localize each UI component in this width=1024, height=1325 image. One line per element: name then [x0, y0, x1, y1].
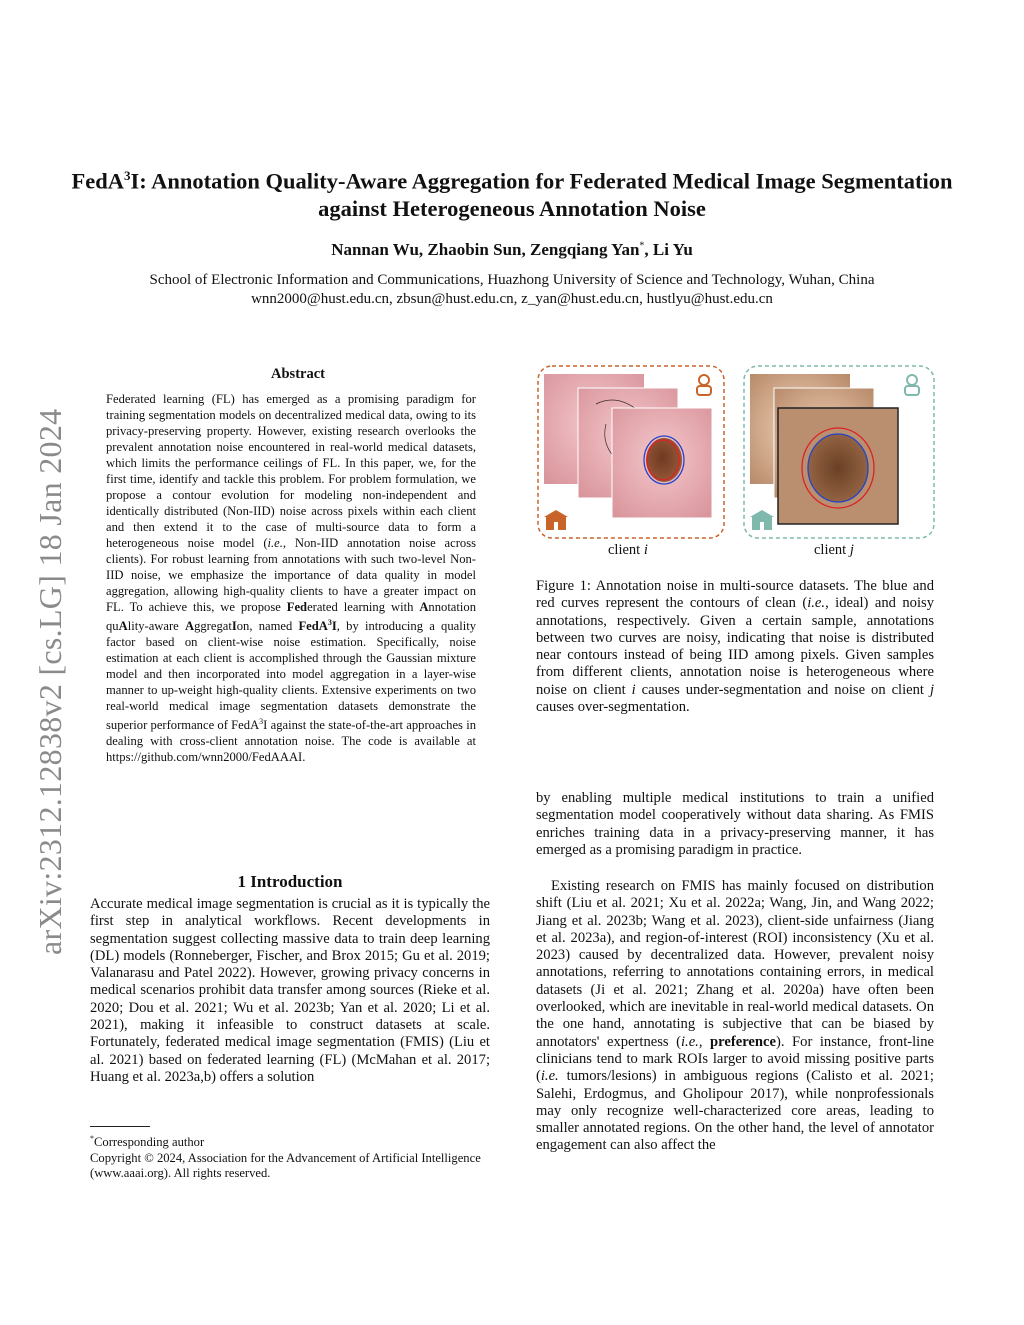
hospital-icon: [544, 510, 568, 530]
client-i-label: client i: [608, 542, 648, 558]
annotator-icon: [905, 375, 919, 395]
figure-1-illustration: [536, 364, 936, 564]
figure-1: [536, 364, 936, 564]
client-i-lesion: [646, 438, 682, 482]
right-column-paragraph-2: Existing research on FMIS has mainly focused on distribution shift (Liu et al. 2021; Xu et al. 2022a; Wang, Jin, and Wang 2022; Jiang et al. 2023b; Wang et al. 2023), client-side unfairness (Jiang et al. 2023a), and region-of-interest (ROI) inconsistency (Xu et al. 2023) caused by decentralized data. However, prevalent noisy annotations, referring to annotations containing errors, in medical datasets (Ji et al. 2021; Zhang et al. 2020a) have often been overlooked, which are inevitable in real-world medical datasets. On the one hand, annotating is subjective that can be biased by annotators' expertness (i.e., preference). For instance, front-line clinicians tend to mark ROIs larger to avoid missing positive parts (i.e. tumors/lesions) in ambiguous regions (Calisto et al. 2021; Salehi, Erdogmus, and Gholipour 2017), while nonprofessionals may only recognize well-characterized core areas, leading to smaller annotated regions. On the other hand, the level of annotator engagement can also affect the: [536, 878, 934, 1154]
affiliation-line: School of Electronic Information and Communications, Huazhong University of Science and Technology, Wuhan, China: [149, 272, 875, 288]
arxiv-id: arXiv:2312.12838v2 [cs.LG] 18 Jan 2024: [32, 408, 68, 955]
corresponding-author-note: *Corresponding author: [90, 1134, 205, 1150]
abstract-body: Federated learning (FL) has emerged as a promising paradigm for training segmentation models on decentralized medical data, owing to its privacy-preserving property. However, existing research overlooks the prevalent annotation noise encountered in real-world medical datasets, which limits the performance ceilings of FL. In this paper, we, for the first time, identify and tackle this problem. For problem formulation, we propose a contour evolution for modeling non-independent and identically distributed (Non-IID) noise across pixels within each client and then extend it to the case of multi-source data to form a heterogeneous noise model (i.e., Non-IID annotation noise across clients). For robust learning from annotations with such two-level Non-IID noise, we emphasize the importance of data quality in model aggregation, allowing high-quality clients to have a greater impact on FL. To achieve this, we propose Federated learning with Annotation quAlity-aware AggregatIon, named FedA$^3$I, by introducing a quality factor based on client-wise noise estimation. Specifically, noise estimation at each client is accomplished through the Gaussian mixture model and then incorporated into model aggregation in a layer-wise manner to up-weight high-quality clients. Extensive experiments on two real-world medical image segmentation datasets demonstrate the superior performance of FedA$^3$I against the state-of-the-art approaches in dealing with cross-client annotation noise. The code is available at https://github.com/wnn2000/FedAAAI.: [106, 392, 476, 765]
author-list: Nannan Wu, Zhaobin Sun, Zengqiang Yan*, Li Yu: [331, 240, 693, 259]
affiliation: [40, 271, 984, 309]
right-column-paragraph-1: by enabling multiple medical institutions to train a unified segmentation model cooperatively without data sharing. As FMIS enriches training data in a privacy-preserving manner, it has emerged as a promising paradigm in practice.: [536, 790, 934, 858]
copyright-note: Copyright © 2024, Association for the Advancement of Artificial Intelligence (www.aaai.org). All rights reserved.: [90, 1150, 481, 1181]
footnote-divider: [90, 1126, 150, 1127]
email-list: wnn2000@hust.edu.cn, zbsun@hust.edu.cn, z_yan@hust.edu.cn, hustlyu@hust.edu.cn: [251, 291, 773, 307]
figure-1-caption: Figure 1: Annotation noise in multi-source datasets. The blue and red curves represent the contours of clean (i.e., ideal) and noisy annotations, respectively. Given a certain sample, annotations between two curves are noisy, indicating that noise is distributed near contours instead of being IID among pixels. Given samples from different clients, annotation noise is heterogeneous where noise on client i causes under-segmentation and noise on client j causes over-segmentation.: [536, 578, 934, 716]
abstract-heading: Abstract: [271, 366, 325, 382]
client-j-label: client j: [814, 542, 854, 558]
hospital-icon: [750, 510, 774, 530]
section-heading-introduction: 1 Introduction: [237, 872, 343, 891]
paper-title: FedA$^3$I: Annotation Quality-Aware Aggregation for Federated Medical Image Segmentation against Heterogeneous Annotation Noise: [71, 168, 953, 221]
footnote: [90, 1131, 490, 1182]
annotator-icon: [697, 375, 711, 395]
introduction-body: Accurate medical image segmentation is crucial as it is typically the first step in analytical workflows. Recent developments in segmentation suggest collecting massive data to train deep learning (DL) models (Ronneberger, Fischer, and Brox 2015; Gu et al. 2019; Valanarasu and Patel 2022). However, growing privacy concerns in medical scenarios prohibit data transfer among sources (Rieke et al. 2020; Dou et al. 2021; Wu et al. 2023b; Yan et al. 2020; Li et al. 2021), making it infeasible to construct datasets at scale. Fortunately, federated medical image segmentation (FMIS) (Liu et al. 2021) based on federated learning (FL) (McMahan et al. 2017; Huang et al. 2023a,b) offers a solution: [90, 896, 490, 1085]
